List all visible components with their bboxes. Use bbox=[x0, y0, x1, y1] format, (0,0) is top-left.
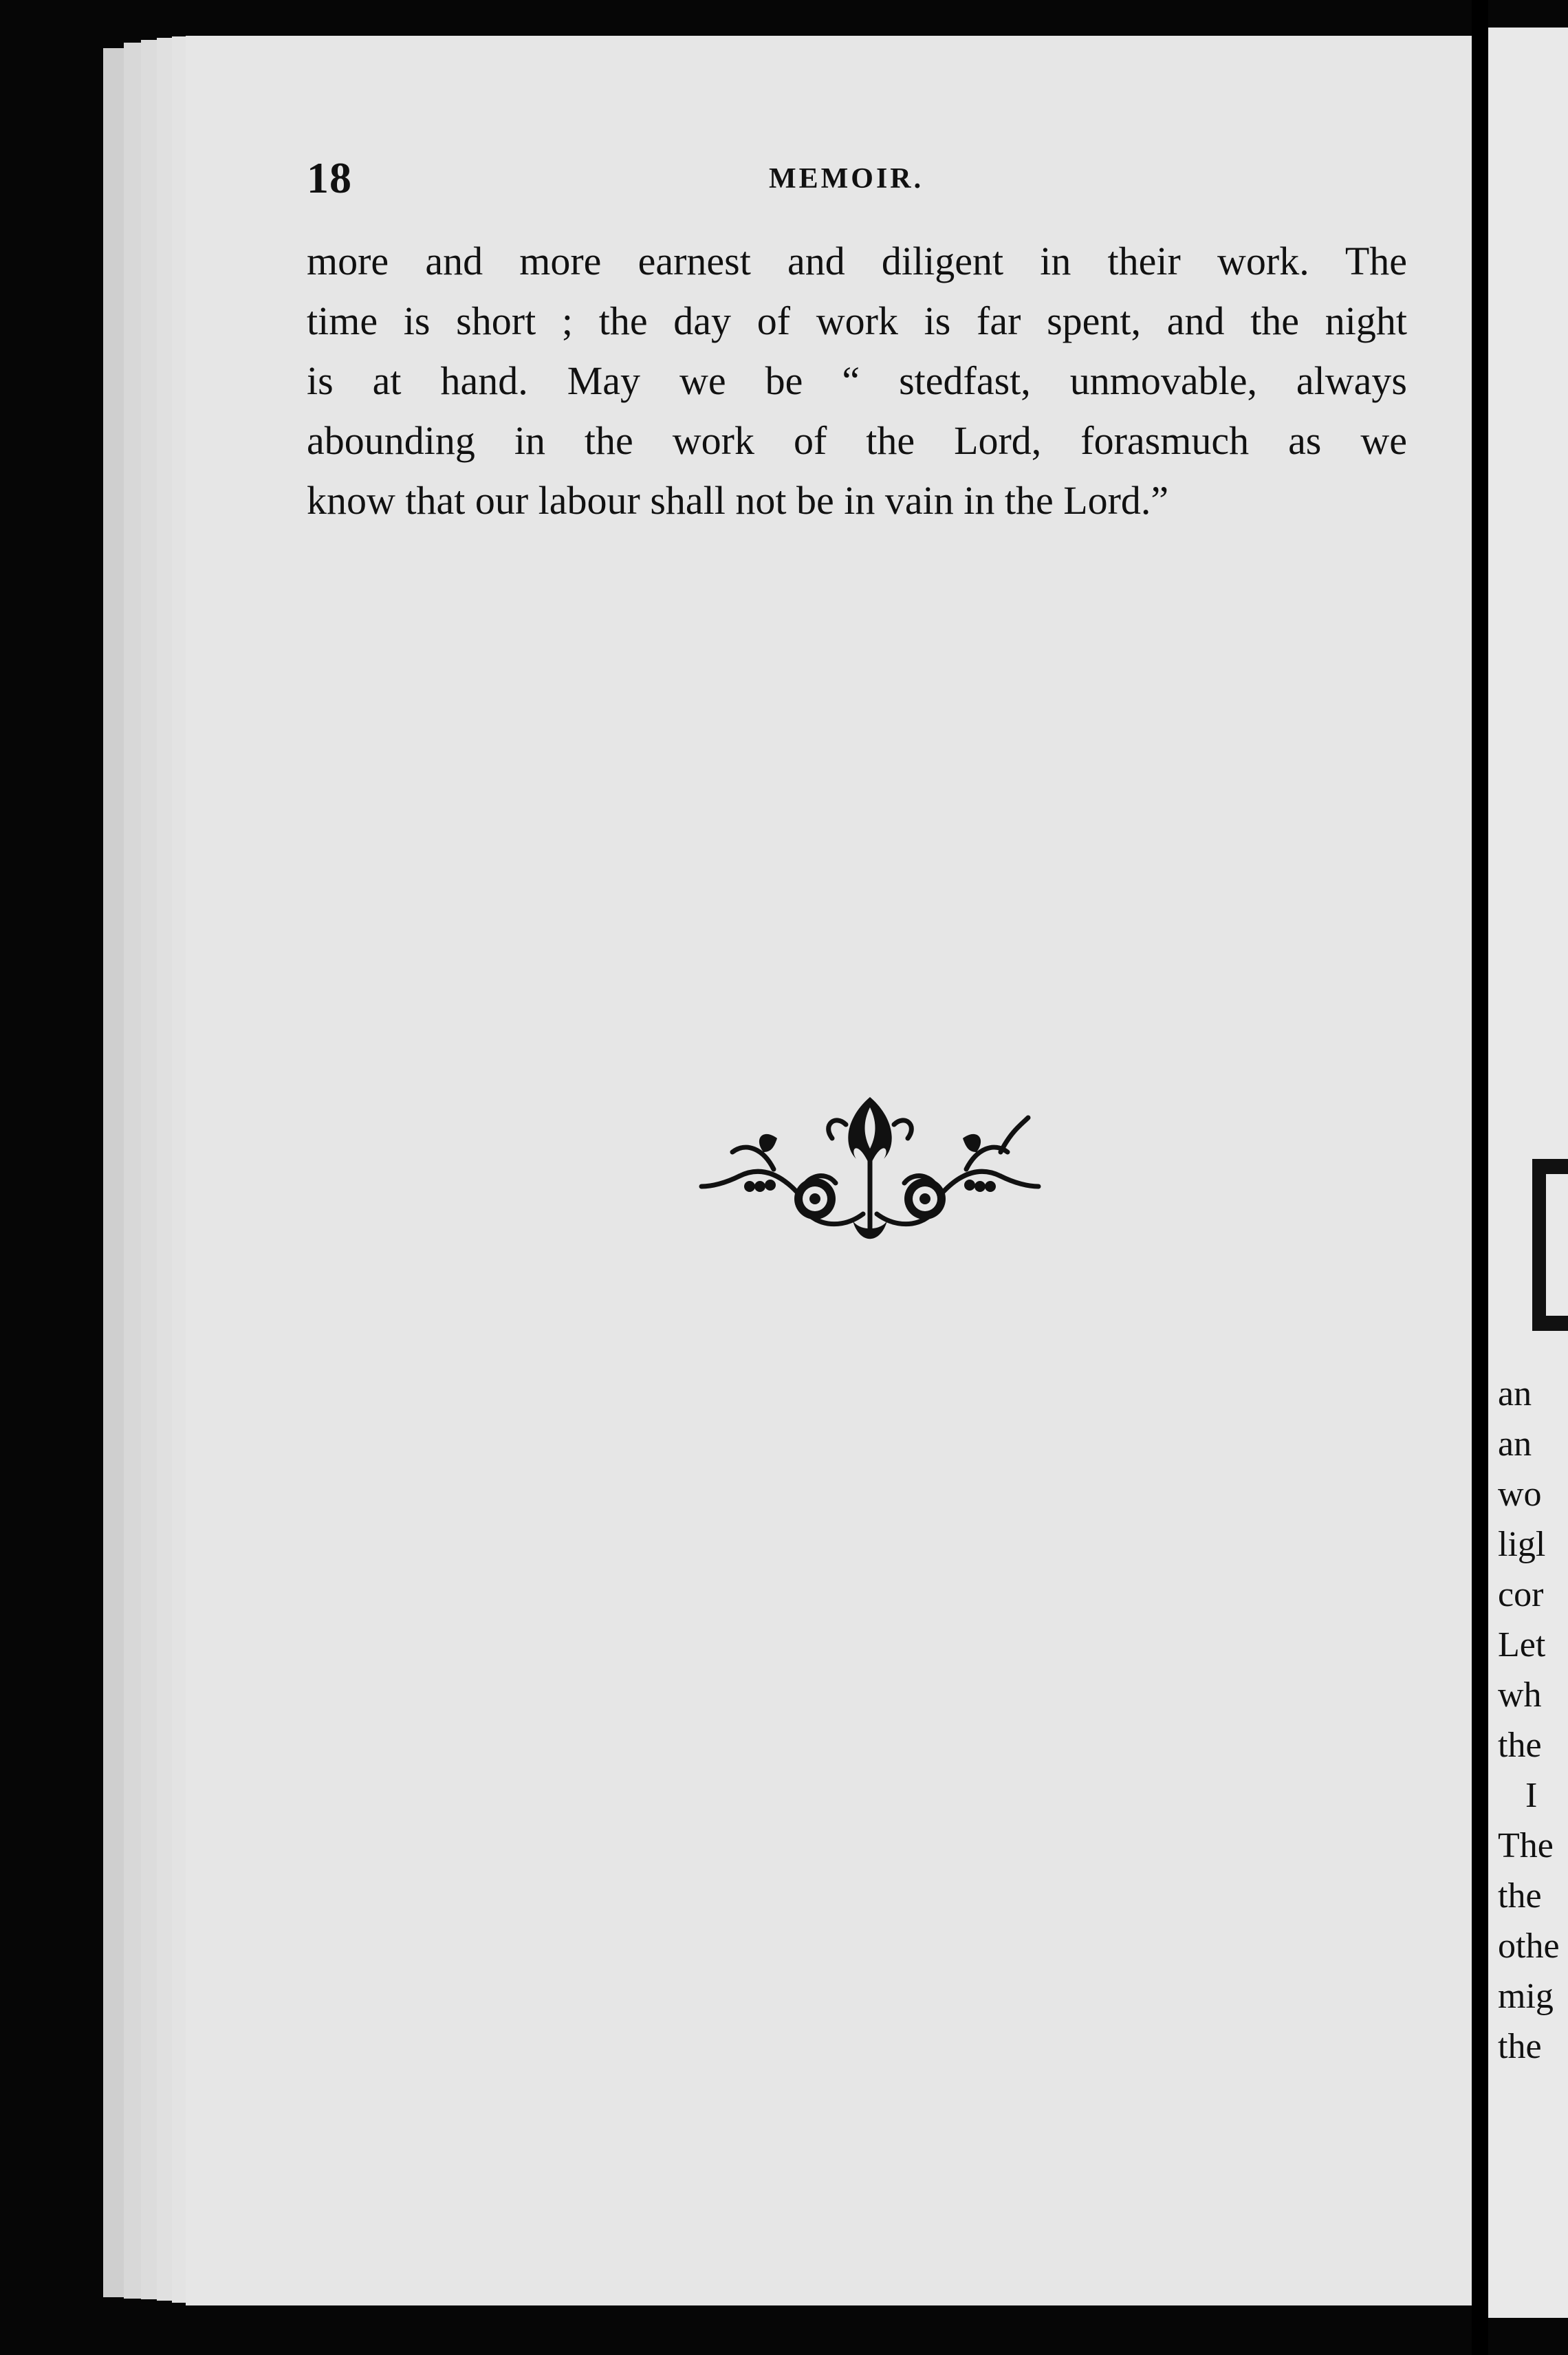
text-fragment: wh bbox=[1498, 1675, 1542, 1715]
text-fragment: ligl bbox=[1498, 1525, 1546, 1564]
drop-cap-inner bbox=[1542, 1170, 1568, 1320]
text-fragment: the bbox=[1498, 1726, 1542, 1765]
facing-page bbox=[1488, 28, 1568, 2318]
text-line: more and more earnest and diligent in their work. The bbox=[307, 239, 1407, 283]
text-fragment: cor bbox=[1498, 1575, 1544, 1614]
text-fragment: I bbox=[1525, 1776, 1538, 1815]
running-title: MEMOIR. bbox=[769, 163, 924, 195]
text-line: is at hand. May we be “ stedfast, unmovable, always bbox=[307, 358, 1407, 403]
text-fragment: the bbox=[1498, 1876, 1542, 1916]
drop-cap-frame bbox=[1532, 1159, 1568, 1331]
text-fragment: mig bbox=[1498, 1977, 1554, 2016]
facing-page-text bbox=[1498, 1369, 1560, 2072]
body-text bbox=[307, 231, 1407, 530]
text-line: abounding in the work of the Lord, forasmuch as we bbox=[307, 418, 1407, 463]
running-head bbox=[307, 153, 1407, 215]
binding-gutter bbox=[1472, 0, 1488, 2355]
floral-ornament bbox=[698, 1083, 1042, 1255]
text-line: time is short ; the day of work is far spent, and the night bbox=[307, 299, 1407, 343]
text-fragment: the bbox=[1498, 2027, 1542, 2066]
text-fragment: an bbox=[1498, 1424, 1532, 1464]
text-fragment: Let bbox=[1498, 1625, 1546, 1664]
text-fragment: an bbox=[1498, 1374, 1532, 1413]
text-fragment: wo bbox=[1498, 1475, 1542, 1514]
page-number: 18 bbox=[307, 153, 352, 202]
text-line: know that our labour shall not be in vain in the Lord.” bbox=[307, 478, 1169, 523]
text-fragment: The bbox=[1498, 1826, 1554, 1865]
text-fragment: othe bbox=[1498, 1927, 1560, 1966]
